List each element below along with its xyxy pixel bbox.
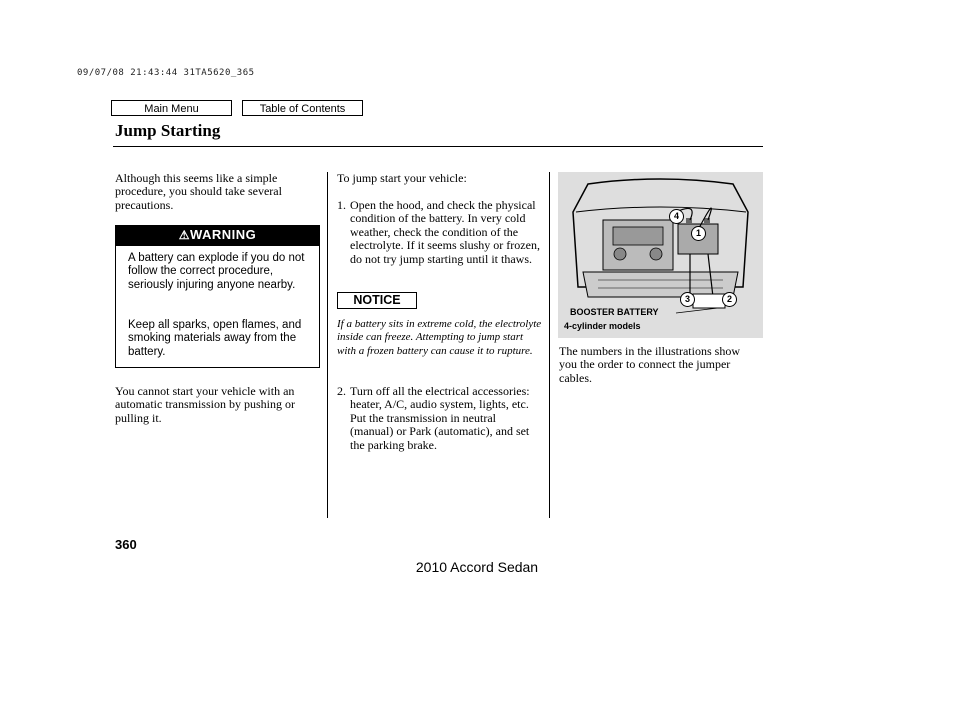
steps-intro: To jump start your vehicle: — [337, 171, 467, 185]
warning-label: WARNING — [189, 227, 257, 242]
step-text: Open the hood, and check the physical condition of the battery. In very cold weather, check the condition of the electrolyte. If it seems slushy or frozen, do not try jump starting until it thaws. — [350, 198, 540, 266]
step-2 — [337, 385, 542, 465]
table-of-contents-button[interactable]: Table of Contents — [242, 100, 363, 116]
illustration-note: The numbers in the illustrations show you the order to connect the jumper cables. — [559, 344, 740, 385]
cable-marker: 2 — [722, 292, 737, 307]
cable-marker: 3 — [680, 292, 695, 307]
title-rule — [113, 146, 763, 147]
main-menu-button[interactable]: Main Menu — [111, 100, 232, 116]
column-divider — [549, 172, 550, 518]
cable-marker: 1 — [691, 226, 706, 241]
page-number: 360 — [115, 537, 137, 552]
intro-text: Although this seems like a simple procedure, you should take several precautions. — [115, 171, 282, 212]
step-text: Turn off all the electrical accessories: heater, A/C, audio system, lights, etc. Put the transmission in neutral (manual) or Park (automatic), and set the parking brake. — [350, 384, 530, 452]
warning-header — [115, 225, 320, 245]
print-stamp: 09/07/08 21:43:44 31TA5620_365 — [77, 68, 255, 78]
step-number: 1. — [337, 198, 346, 212]
illustration-subcaption: 4-cylinder models — [564, 321, 641, 331]
cable-marker: 4 — [669, 209, 684, 224]
warning-paragraph: Keep all sparks, open flames, and smoking materials away from the battery. — [128, 319, 302, 358]
push-start-note: You cannot start your vehicle with an automatic transmission by pushing or pulling it. — [115, 384, 295, 425]
step-number: 2. — [337, 384, 346, 398]
notice-label: NOTICE — [337, 292, 417, 309]
notice-text: If a battery sits in extreme cold, the electrolyte inside can freeze. Attempting to jump start with a frozen battery can cause it to rupture. — [337, 318, 542, 357]
warning-paragraph: A battery can explode if you do not follow the correct procedure, seriously injuring anyone nearby. — [128, 252, 305, 291]
footer-model: 2010 Accord Sedan — [415, 559, 539, 575]
engine-bay-illustration — [558, 172, 763, 338]
column-divider — [327, 172, 328, 518]
warning-box — [115, 245, 320, 368]
illustration-caption: BOOSTER BATTERY — [570, 307, 659, 317]
step-1 — [337, 199, 542, 279]
page-title: Jump Starting — [115, 121, 221, 140]
warning-icon: ⚠ — [178, 228, 190, 242]
